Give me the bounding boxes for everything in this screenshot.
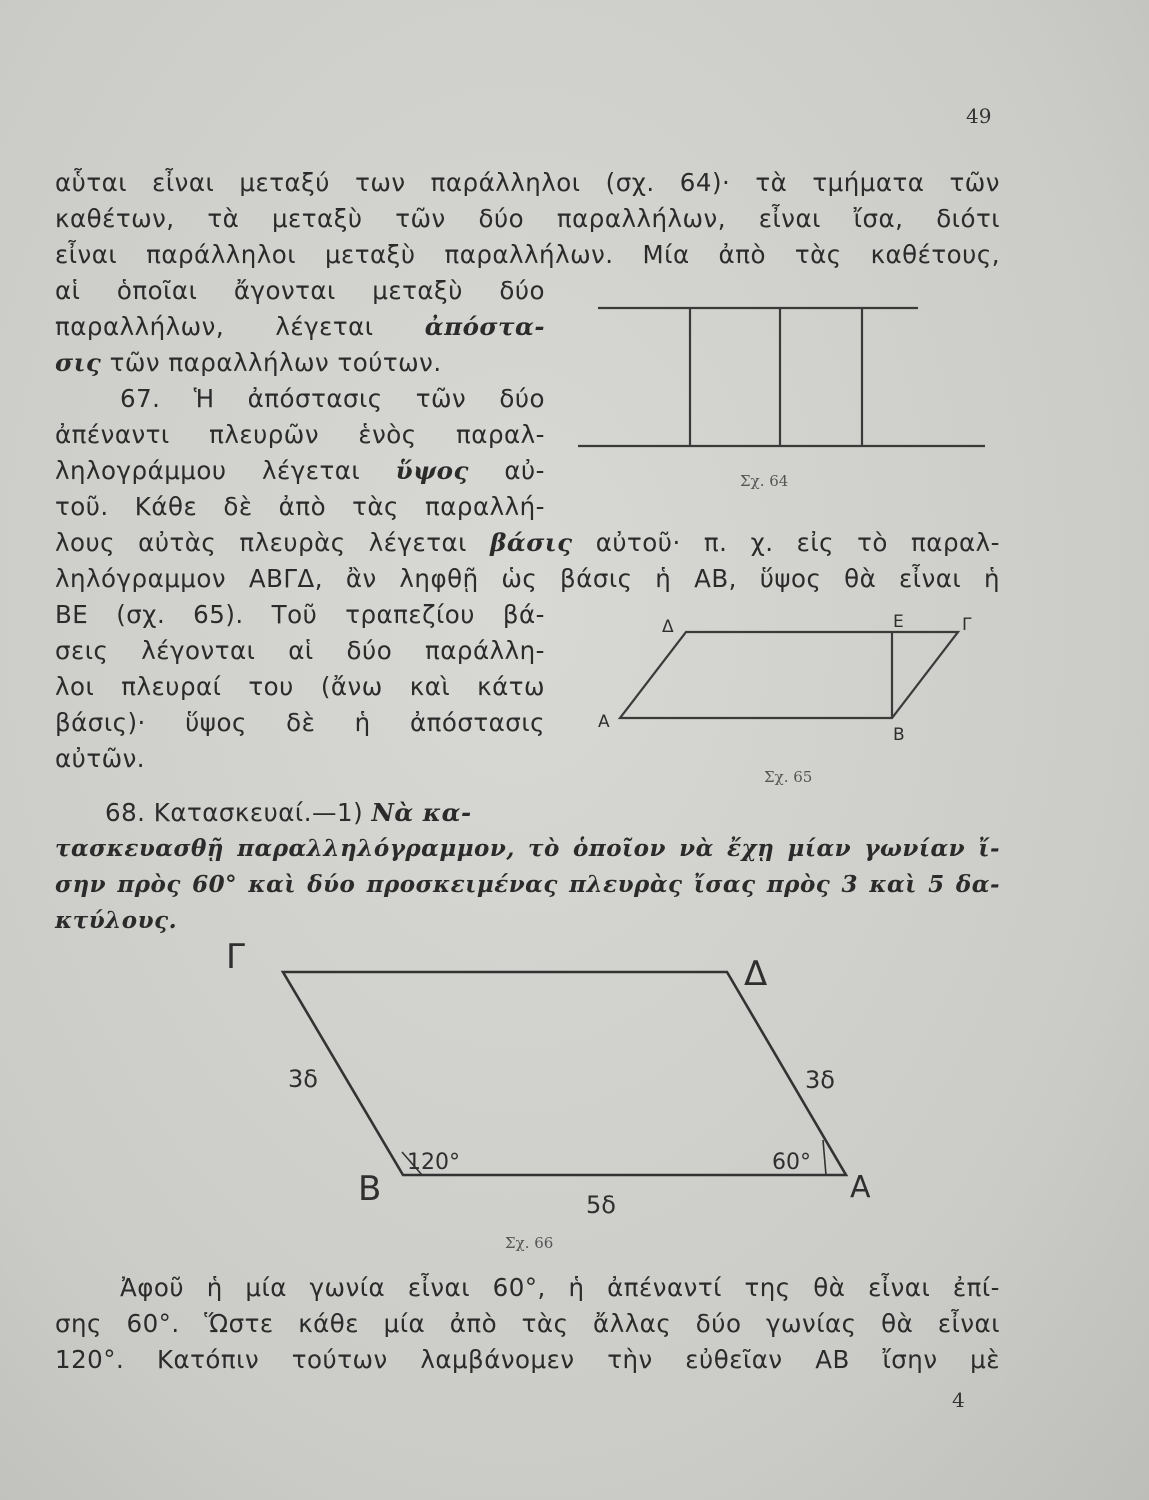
text-line: 120°. Κατόπιν τούτων λαμβάνομεν τὴν εὐθεῖαν ΑΒ ἴσην μὲ bbox=[55, 1345, 1000, 1374]
vertex-label-a: Α bbox=[850, 1170, 871, 1205]
side-length-right: 3δ bbox=[805, 1066, 835, 1094]
vertex-label-a: Α bbox=[598, 712, 610, 732]
side-length-bottom: 5δ bbox=[586, 1191, 616, 1219]
vertex-label-g: Γ bbox=[962, 615, 972, 635]
text-span: παραλλήλων, λέγεται bbox=[55, 312, 374, 341]
vertex-label-d: Δ bbox=[662, 617, 674, 637]
text-line: εἶναι παράλληλοι μεταξὺ παραλλήλων. Μία ἀπὸ τὰς καθέτους, bbox=[55, 240, 1000, 269]
task-line: τασκευασθῇ παραλληλόγραμμον, τὸ ὁποῖον νὰ ἔχῃ μίαν γωνίαν ἴ- bbox=[55, 835, 1000, 862]
task-text: Νὰ κα- bbox=[371, 798, 472, 827]
text-line: αὗται εἶναι μεταξύ των παράλληλοι (σχ. 64)· τὰ τμήματα τῶν bbox=[55, 168, 1000, 197]
text-span: αὐτοῦ· π. χ. εἰς τὸ παραλ- bbox=[595, 528, 1001, 557]
parallelogram-66 bbox=[283, 972, 846, 1175]
text-line: σης 60°. Ὥστε κάθε μία ἀπὸ τὰς ἄλλας δύο γωνίας θὰ εἶναι bbox=[55, 1309, 1000, 1338]
section-number: 68. bbox=[105, 798, 146, 827]
angle-mark-60 bbox=[823, 1140, 826, 1175]
text-line: ἀπέναντι πλευρῶν ἑνὸς παραλ- bbox=[55, 420, 545, 449]
task-line: σην πρὸς 60° καὶ δύο προσκειμένας πλευρὰς ἴσας πρὸς 3 καὶ 5 δα- bbox=[55, 871, 1000, 898]
text-line: ληλόγραμμον ΑΒΓΔ, ἂν ληφθῇ ὡς βάσις ἡ ΑΒ, ὕψος θὰ εἶναι ἡ bbox=[55, 564, 1000, 593]
text-line: Ἀφοῦ ἡ μία γωνία εἶναι 60°, ἡ ἀπέναντί της θὰ εἶναι ἐπί- bbox=[120, 1273, 1000, 1302]
side-length-left: 3δ bbox=[288, 1065, 318, 1093]
term-distance-cont: σις bbox=[55, 348, 102, 377]
term-height: ὕψος bbox=[395, 456, 469, 485]
text-span: τῶν παραλλήλων τούτων. bbox=[109, 348, 442, 377]
figure-64 bbox=[578, 308, 985, 446]
signature-mark: 4 bbox=[952, 1388, 965, 1412]
text-span: ληλογράμμου λέγεται bbox=[55, 456, 361, 485]
text-span: Ἡ ἀπόστασις τῶν δύο bbox=[193, 384, 545, 413]
item-marker: —1) bbox=[312, 798, 364, 827]
text-line: αἱ ὁποῖαι ἄγονται μεταξὺ δύο bbox=[55, 276, 545, 305]
figure-caption-64: Σχ. 64 bbox=[740, 472, 789, 490]
text-span: λους αὐτὰς πλευρὰς λέγεται bbox=[55, 528, 467, 557]
term-base: βάσις bbox=[490, 528, 573, 557]
vertex-label-e: Ε bbox=[893, 612, 904, 632]
figure-caption-66: Σχ. 66 bbox=[505, 1234, 554, 1252]
page-number: 49 bbox=[966, 104, 992, 128]
vertex-label-d: Δ bbox=[744, 954, 768, 994]
figure-65 bbox=[620, 632, 958, 718]
vertex-label-b: Β bbox=[893, 725, 905, 745]
text-line: αὐτῶν. bbox=[55, 744, 146, 773]
angle-label-b: 120° bbox=[407, 1150, 460, 1175]
text-line: τοῦ. Κάθε δὲ ἀπὸ τὰς παραλλή- bbox=[55, 492, 545, 521]
text-line: βάσις)· ὕψος δὲ ἡ ἀπόστασις bbox=[55, 708, 545, 737]
vertex-label-g: Γ bbox=[226, 937, 245, 977]
text-line: σεις λέγονται αἱ δύο παράλλη- bbox=[55, 636, 545, 665]
figure-66 bbox=[283, 972, 846, 1175]
figure-66-labels bbox=[226, 937, 871, 1219]
figure-caption-65: Σχ. 65 bbox=[764, 768, 813, 786]
text-span: αὐ- bbox=[504, 456, 545, 485]
text-line: καθέτων, τὰ μεταξὺ τῶν δύο παραλλήλων, εἶναι ἴσα, διότι bbox=[55, 204, 1000, 233]
parallelogram-65 bbox=[620, 632, 958, 718]
section-title: Κατασκευαί. bbox=[153, 798, 312, 827]
term-distance: ἀπόστα- bbox=[424, 312, 545, 341]
section-number: 67. bbox=[120, 384, 161, 413]
text-line: λοι πλευραί του (ἄνω καὶ κάτω bbox=[55, 672, 545, 701]
vertex-label-b: Β bbox=[358, 1169, 382, 1209]
angle-label-a: 60° bbox=[772, 1150, 811, 1175]
task-line: κτύλους. bbox=[55, 907, 178, 934]
text-line: ΒΕ (σχ. 65). Τοῦ τραπεζίου βά- bbox=[55, 600, 545, 629]
